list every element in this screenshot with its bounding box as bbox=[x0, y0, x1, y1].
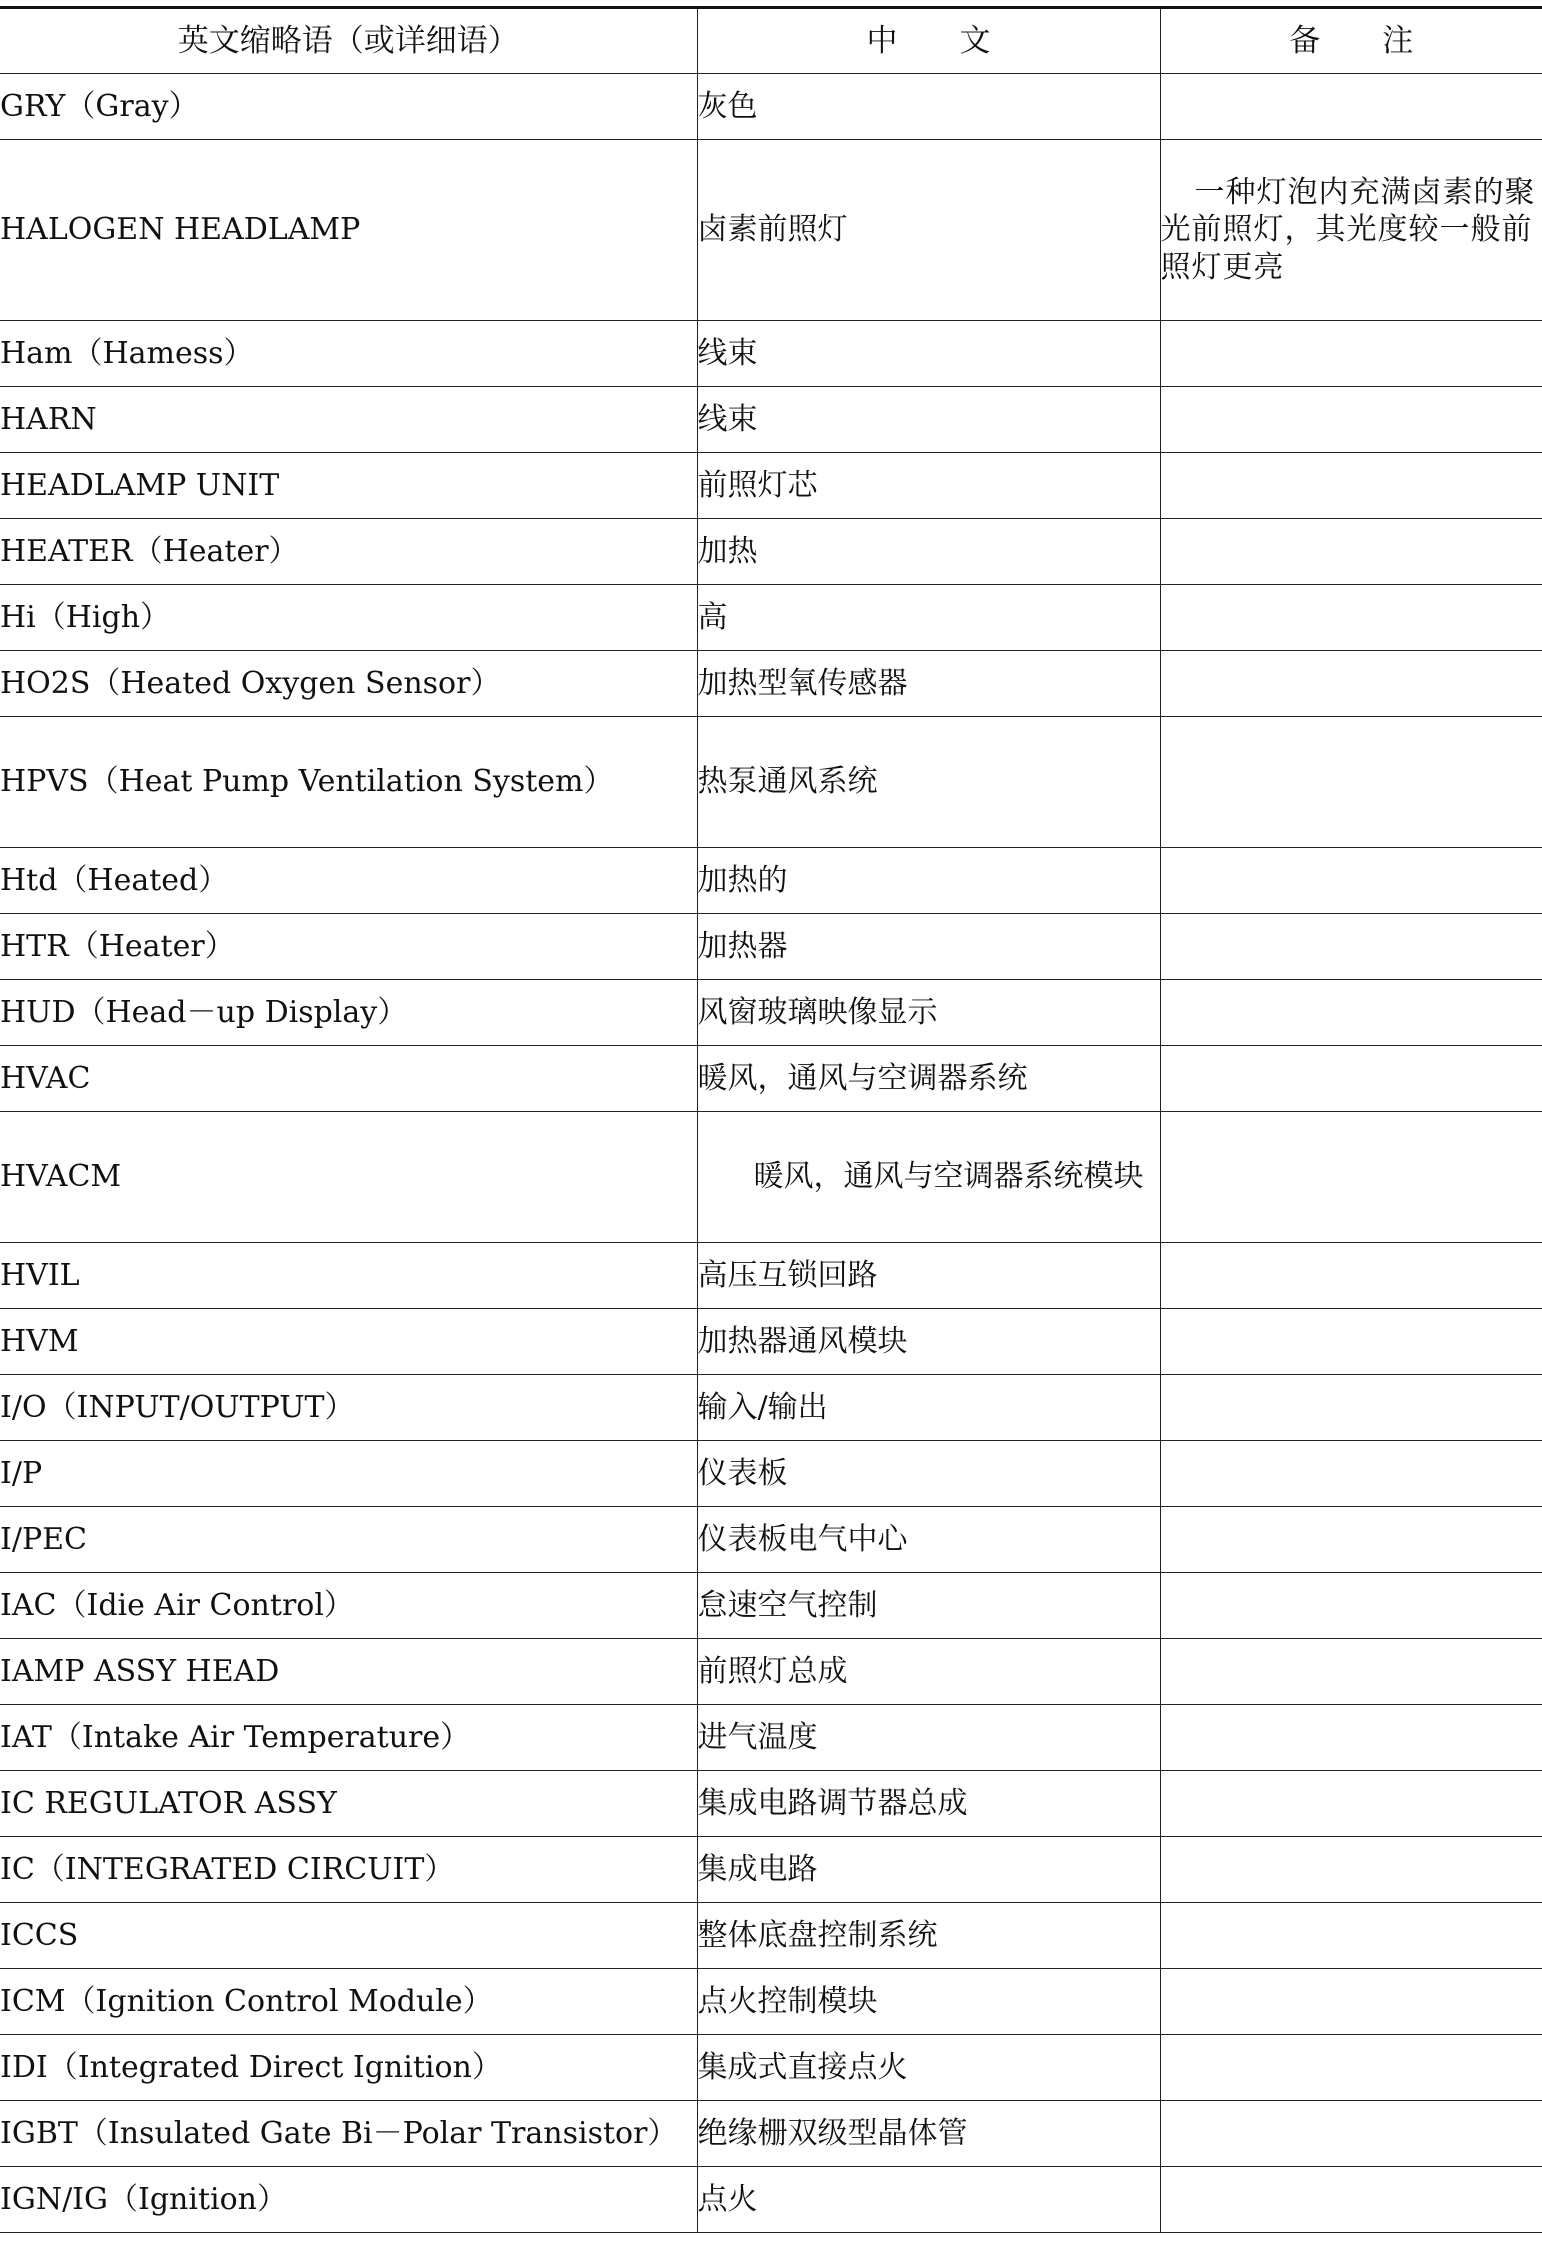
note-cell bbox=[1160, 74, 1542, 140]
table-row bbox=[0, 2101, 1542, 2167]
chinese-cell: 线束 bbox=[697, 387, 1160, 453]
table-row bbox=[0, 1837, 1542, 1903]
chinese-cell: 仪表板 bbox=[697, 1441, 1160, 1507]
chinese-cell: 点火控制模块 bbox=[697, 1969, 1160, 2035]
note-cell bbox=[1160, 1507, 1542, 1573]
note-cell bbox=[1160, 1375, 1542, 1441]
abbr-cell: Htd（Heated） bbox=[0, 848, 697, 914]
table-row bbox=[0, 980, 1542, 1046]
table-row bbox=[0, 1639, 1542, 1705]
table-row bbox=[0, 1375, 1542, 1441]
table-row bbox=[0, 585, 1542, 651]
chinese-cell: 加热型氧传感器 bbox=[697, 651, 1160, 717]
header-abbreviation: 英文缩略语（或详细语） bbox=[0, 8, 697, 74]
abbr-cell: HVM bbox=[0, 1309, 697, 1375]
chinese-cell: 灰色 bbox=[697, 74, 1160, 140]
abbr-cell: ICM（Ignition Control Module） bbox=[0, 1969, 697, 2035]
chinese-cell: 风窗玻璃映像显示 bbox=[697, 980, 1160, 1046]
chinese-cell: 加热器通风模块 bbox=[697, 1309, 1160, 1375]
abbr-cell: IAMP ASSY HEAD bbox=[0, 1639, 697, 1705]
header-note: 备 注 bbox=[1160, 8, 1542, 74]
abbr-cell: GRY（Gray） bbox=[0, 74, 697, 140]
table-row bbox=[0, 848, 1542, 914]
table-row bbox=[0, 74, 1542, 140]
note-cell bbox=[1160, 1243, 1542, 1309]
note-cell bbox=[1160, 453, 1542, 519]
table-row bbox=[0, 453, 1542, 519]
table-row bbox=[0, 1903, 1542, 1969]
abbr-cell: I/P bbox=[0, 1441, 697, 1507]
chinese-cell: 怠速空气控制 bbox=[697, 1573, 1160, 1639]
table-row bbox=[0, 1309, 1542, 1375]
abbr-cell: HEADLAMP UNIT bbox=[0, 453, 697, 519]
chinese-cell: 点火 bbox=[697, 2167, 1160, 2233]
chinese-cell: 仪表板电气中心 bbox=[697, 1507, 1160, 1573]
abbr-cell: HARN bbox=[0, 387, 697, 453]
note-cell bbox=[1160, 1046, 1542, 1112]
abbr-cell: IGN/IG（Ignition） bbox=[0, 2167, 697, 2233]
abbr-cell: HVAC bbox=[0, 1046, 697, 1112]
table-row bbox=[0, 914, 1542, 980]
chinese-cell: 绝缘栅双级型晶体管 bbox=[697, 2101, 1160, 2167]
note-cell bbox=[1160, 717, 1542, 848]
table-row bbox=[0, 321, 1542, 387]
note-cell bbox=[1160, 1441, 1542, 1507]
note-cell bbox=[1160, 1112, 1542, 1243]
table-row bbox=[0, 140, 1542, 321]
table-row bbox=[0, 1771, 1542, 1837]
note-cell bbox=[1160, 2035, 1542, 2101]
abbr-cell: HEATER（Heater） bbox=[0, 519, 697, 585]
table-row bbox=[0, 1969, 1542, 2035]
chinese-cell: 暖风，通风与空调器系统 bbox=[697, 1046, 1160, 1112]
note-cell bbox=[1160, 1837, 1542, 1903]
table-header-row bbox=[0, 8, 1542, 74]
note-cell bbox=[1160, 387, 1542, 453]
chinese-cell: 输入/输出 bbox=[697, 1375, 1160, 1441]
abbr-cell: IAT（Intake Air Temperature） bbox=[0, 1705, 697, 1771]
abbr-cell: HPVS（Heat Pump Ventilation System） bbox=[0, 717, 697, 848]
note-cell bbox=[1160, 848, 1542, 914]
abbr-cell: IGBT（Insulated Gate Bi－Polar Transistor） bbox=[0, 2101, 697, 2167]
note-cell bbox=[1160, 585, 1542, 651]
abbr-cell: I/PEC bbox=[0, 1507, 697, 1573]
table-row bbox=[0, 1046, 1542, 1112]
abbr-cell: IAC（Idie Air Control） bbox=[0, 1573, 697, 1639]
note-cell bbox=[1160, 1639, 1542, 1705]
abbr-cell: IDI（Integrated Direct Ignition） bbox=[0, 2035, 697, 2101]
chinese-cell: 集成式直接点火 bbox=[697, 2035, 1160, 2101]
note-cell bbox=[1160, 980, 1542, 1046]
table-row bbox=[0, 1705, 1542, 1771]
table-row bbox=[0, 1243, 1542, 1309]
abbr-cell: HVACM bbox=[0, 1112, 697, 1243]
chinese-cell: 热泵通风系统 bbox=[697, 717, 1160, 848]
note-cell bbox=[1160, 651, 1542, 717]
abbr-cell: IC REGULATOR ASSY bbox=[0, 1771, 697, 1837]
note-cell bbox=[1160, 1309, 1542, 1375]
chinese-cell: 加热 bbox=[697, 519, 1160, 585]
note-cell: 一种灯泡内充满卤素的聚光前照灯，其光度较一般前照灯更亮 bbox=[1160, 140, 1542, 321]
note-cell bbox=[1160, 1771, 1542, 1837]
note-cell bbox=[1160, 1705, 1542, 1771]
chinese-cell: 前照灯总成 bbox=[697, 1639, 1160, 1705]
abbr-cell: HO2S（Heated Oxygen Sensor） bbox=[0, 651, 697, 717]
abbr-cell: Ham（Hamess） bbox=[0, 321, 697, 387]
table-row bbox=[0, 1112, 1542, 1243]
table-row bbox=[0, 387, 1542, 453]
note-cell bbox=[1160, 1969, 1542, 2035]
chinese-cell: 卤素前照灯 bbox=[697, 140, 1160, 321]
abbr-cell: ICCS bbox=[0, 1903, 697, 1969]
header-chinese: 中 文 bbox=[697, 8, 1160, 74]
table-row bbox=[0, 519, 1542, 585]
chinese-cell: 整体底盘控制系统 bbox=[697, 1903, 1160, 1969]
table-row bbox=[0, 1441, 1542, 1507]
note-cell bbox=[1160, 321, 1542, 387]
chinese-cell: 加热器 bbox=[697, 914, 1160, 980]
abbr-cell: IC（INTEGRATED CIRCUIT） bbox=[0, 1837, 697, 1903]
chinese-cell: 加热的 bbox=[697, 848, 1160, 914]
chinese-cell: 前照灯芯 bbox=[697, 453, 1160, 519]
abbr-cell: I/O（INPUT/OUTPUT） bbox=[0, 1375, 697, 1441]
chinese-cell: 高压互锁回路 bbox=[697, 1243, 1160, 1309]
note-cell bbox=[1160, 2167, 1542, 2233]
note-cell bbox=[1160, 914, 1542, 980]
abbr-cell: HVIL bbox=[0, 1243, 697, 1309]
abbr-cell: HUD（Head－up Display） bbox=[0, 980, 697, 1046]
table-row bbox=[0, 651, 1542, 717]
chinese-cell: 集成电路 bbox=[697, 1837, 1160, 1903]
chinese-cell: 高 bbox=[697, 585, 1160, 651]
chinese-cell: 线束 bbox=[697, 321, 1160, 387]
chinese-cell: 进气温度 bbox=[697, 1705, 1160, 1771]
table-row bbox=[0, 717, 1542, 848]
chinese-cell: 集成电路调节器总成 bbox=[697, 1771, 1160, 1837]
note-cell bbox=[1160, 1903, 1542, 1969]
chinese-cell: 暖风，通风与空调器系统模块 bbox=[697, 1112, 1160, 1243]
abbr-cell: HALOGEN HEADLAMP bbox=[0, 140, 697, 321]
note-cell bbox=[1160, 1573, 1542, 1639]
table-row bbox=[0, 1507, 1542, 1573]
note-cell bbox=[1160, 519, 1542, 585]
abbr-cell: HTR（Heater） bbox=[0, 914, 697, 980]
note-cell bbox=[1160, 2101, 1542, 2167]
abbreviation-table bbox=[0, 6, 1542, 2233]
table-row bbox=[0, 2035, 1542, 2101]
abbr-cell: Hi（High） bbox=[0, 585, 697, 651]
table-row bbox=[0, 2167, 1542, 2233]
table-row bbox=[0, 1573, 1542, 1639]
